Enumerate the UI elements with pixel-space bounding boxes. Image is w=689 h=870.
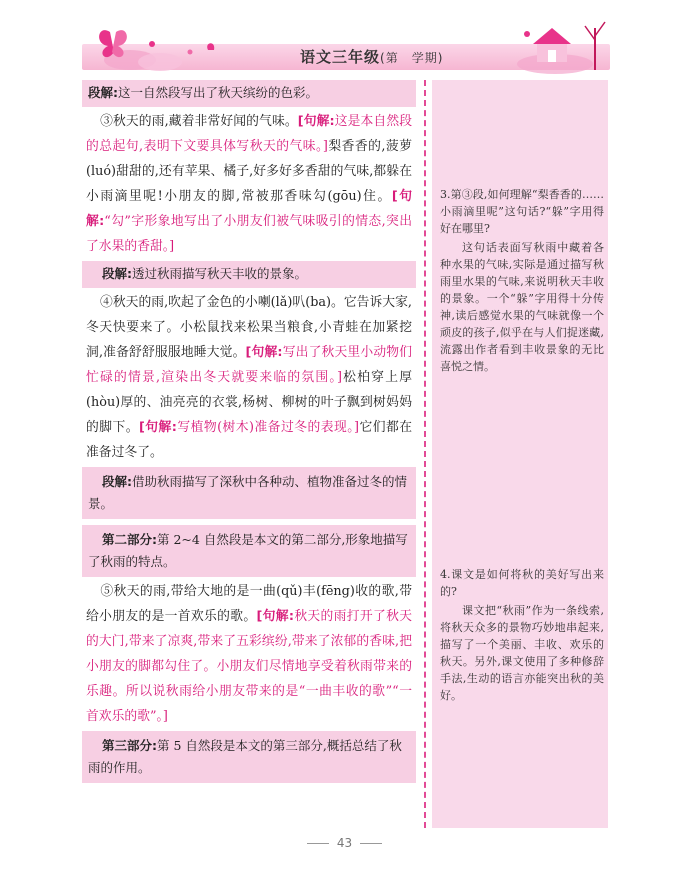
book-title: 语文三年级 (300, 48, 381, 66)
answer-text: 课文把“秋雨”作为一条线索,将秋天众多的景物巧妙地串起来,描写了一个美丽、丰收、欢乐的秋天。另外,课文使用了多种修辞手法,生动的语言亦能突出秋的美好。 (440, 604, 604, 702)
paragraph-5: ⑤秋天的雨,带给大地的是一曲(qǔ)丰(fēng)收的歌,带给小朋友的是一首欢乐的歌。[句解:秋天的雨打开了秋天的大门,带来了凉爽,带来了五彩缤纷,带来了浓郁的香味,把小朋友的脚都勾住了。小朋友们尽情地享受着秋雨带来的乐趣。所以说秋雨给小朋友带来的是“一曲丰收的歌”“一首欢乐的歌”。] (86, 584, 413, 724)
sentence-analysis: [句解:写植物(树木)准备过冬的表现。] (138, 420, 360, 435)
page-footer (0, 836, 689, 850)
side-notes-column (432, 80, 608, 828)
page-number: 43 (336, 836, 353, 850)
column-divider (424, 80, 430, 828)
page-title (300, 44, 443, 70)
question-4 (440, 566, 604, 704)
sentence-analysis: [句解:秋天的雨打开了秋天的大门,带来了凉爽,带来了五彩缤纷,带来了浓郁的香味,把小朋友的脚都勾住了。小朋友们尽情地享受着秋雨带来的乐趣。所以说秋雨给小朋友带来的是“一曲丰收的歌”“一首欢乐的歌”。] (86, 609, 413, 724)
paragraph-analysis-1: 段解:这一自然段写出了秋天缤纷的色彩。 (82, 80, 416, 107)
paragraph-analysis-2: 段解:透过秋雨描写秋天丰收的景象。 (82, 261, 416, 288)
question-text: 3.第③段,如何理解“梨香香的……小雨滴里呢”这句话?“躲”字用得好在哪里? (440, 188, 604, 235)
part-three-summary: 第三部分:第 5 自然段是本文的第三部分,概括总结了秋雨的作用。 (82, 731, 416, 783)
main-column (82, 80, 416, 783)
sentence-analysis: [句解:“勾”字形象地写出了小朋友们被气味吸引的情态,突出了水果的香甜。] (86, 189, 412, 254)
question-3 (440, 186, 604, 375)
question-text: 4.课文是如何将秋的美好写出来的? (440, 568, 604, 598)
term-label: (第 学期) (380, 51, 444, 65)
house-tree-decoration-icon (515, 14, 615, 74)
butterfly-cloud-decoration-icon (90, 22, 240, 74)
paragraph-3: ③秋天的雨,藏着非常好闻的气味。[句解:这是本自然段的总起句,表明下文要具体写秋天的气味。]梨香香的,菠萝(luó)甜甜的,还有苹果、橘子,好多好多香甜的气味,都躲在小雨滴里呢!小朋友的脚,常被那香味勾(gōu)住。[句解:“勾”字形象地写出了小朋友们被气味吸引的情态,突出了水果的香甜。] (86, 114, 413, 254)
sentence-analysis: [句解:这是本自然段的总起句,表明下文要具体写秋天的气味。] (86, 114, 413, 154)
paragraph-4: ④秋天的雨,吹起了金色的小喇(lǎ)叭(ba)。它告诉大家,冬天快要来了。小松鼠找来松果当粮食,小青蛙在加紧挖洞,准备舒舒服服地睡大觉。[句解:写出了秋天里小动物们忙碌的情景,渲染出冬天就要来临的氛围。]松柏穿上厚(hòu)厚的、油亮亮的衣裳,杨树、柳树的叶子飘到树妈妈的脚下。[句解:写植物(树木)准备过冬的表现。]它们都在准备过冬了。 (86, 295, 413, 460)
answer-text: 这句话表面写秋雨中藏着各种水果的气味,实际是通过描写秋雨里水果的气味,来说明秋天丰收的景象。一个“躲”字用得十分传神,读后感觉水果的气味就像一个顽皮的孩子,似乎在与人们捉迷藏,流露出作者看到丰收景象的无比喜悦之情。 (440, 241, 604, 373)
sentence-analysis: [句解:写出了秋天里小动物们忙碌的情景,渲染出冬天就要来临的氛围。] (86, 345, 413, 385)
page-header (0, 0, 689, 78)
paragraph-analysis-3: 段解:借助秋雨描写了深秋中各种动、植物准备过冬的情景。 (82, 467, 416, 519)
part-two-summary: 第二部分:第 2~4 自然段是本文的第二部分,形象地描写了秋雨的特点。 (82, 525, 416, 577)
